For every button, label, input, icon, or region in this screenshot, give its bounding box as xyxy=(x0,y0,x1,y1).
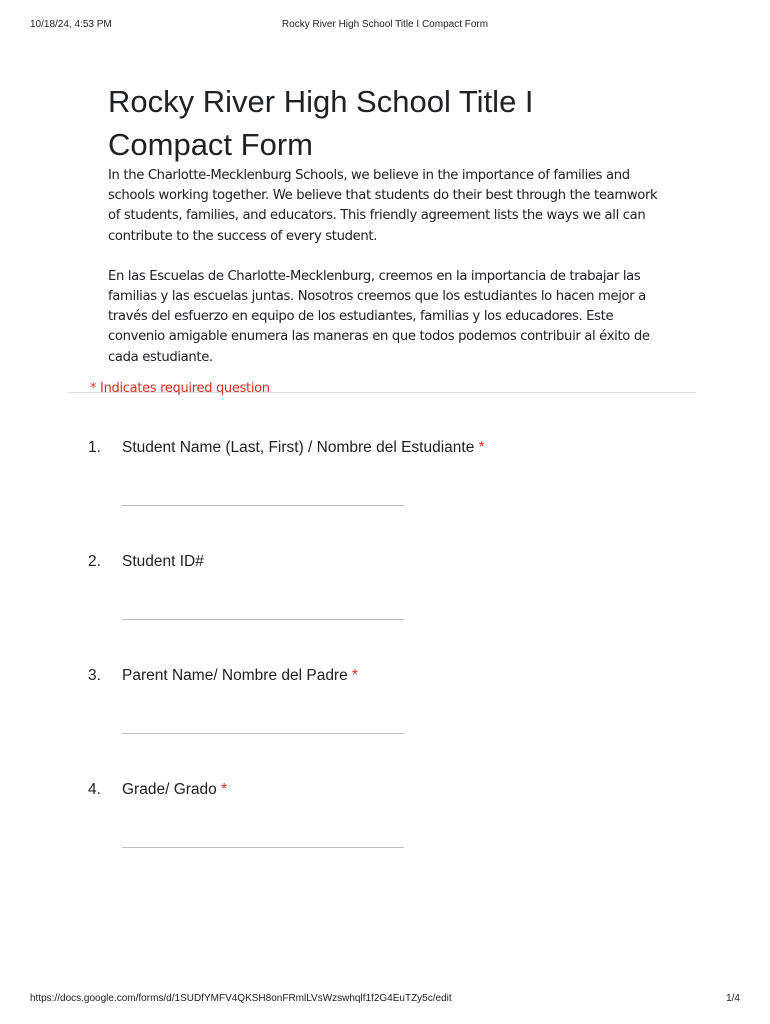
required-asterisk: * xyxy=(221,781,228,798)
question-label: Grade/ Grado * xyxy=(122,781,228,798)
required-note: * Indicates required question xyxy=(90,381,270,396)
required-asterisk: * xyxy=(352,667,359,684)
student-name-input[interactable] xyxy=(122,505,404,506)
print-page-number: 1/4 xyxy=(726,993,740,1004)
student-id-input[interactable] xyxy=(122,619,404,620)
print-doc-title: Rocky River High School Title I Compact Form xyxy=(281,19,489,30)
question-label: Student ID# xyxy=(122,553,204,570)
form-description-english: In the Charlotte-Mecklenburg Schools, we believe in the importance of families and schools working together. We believe that students do their best through the teamwork of students, families, and educators. This friendly agreement lists the ways we all can contribute to the success of every student. xyxy=(108,168,658,244)
question-label: Student Name (Last, First) / Nombre del Estudiante * xyxy=(122,439,485,456)
required-asterisk: * xyxy=(478,439,485,456)
question-number: 3. xyxy=(88,667,101,684)
question-number: 1. xyxy=(88,439,101,456)
form-description xyxy=(108,166,673,388)
print-url: https://docs.google.com/forms/d/1SUDfYMFV4QKSH8onFRmlLVsWzswhqlf1f2G4EuTZy5c/edit xyxy=(30,993,452,1004)
print-datetime: 10/18/24, 4:53 PM xyxy=(30,19,112,30)
question-number: 2. xyxy=(88,553,101,570)
form-description-spanish: En las Escuelas de Charlotte-Mecklenburg, creemos en la importancia de trabajar las familias y las escuelas juntas. Nosotros creemos que los estudiantes lo hacen mejor a través del esfuerzo en equipo de los estudiantes, familias y los educadores. Este convenio amigable enumera las maneras en que todos podemos contribuir al éxito de cada estudiante. xyxy=(108,268,650,365)
parent-name-input[interactable] xyxy=(122,733,404,734)
form-title-line2: Compact Form xyxy=(108,127,313,162)
grade-input[interactable] xyxy=(122,847,404,848)
question-label: Parent Name/ Nombre del Padre * xyxy=(122,667,359,684)
form-title-line1: Rocky River High School Title I xyxy=(108,84,534,119)
question-number: 4. xyxy=(88,781,101,798)
form-title xyxy=(108,80,668,166)
